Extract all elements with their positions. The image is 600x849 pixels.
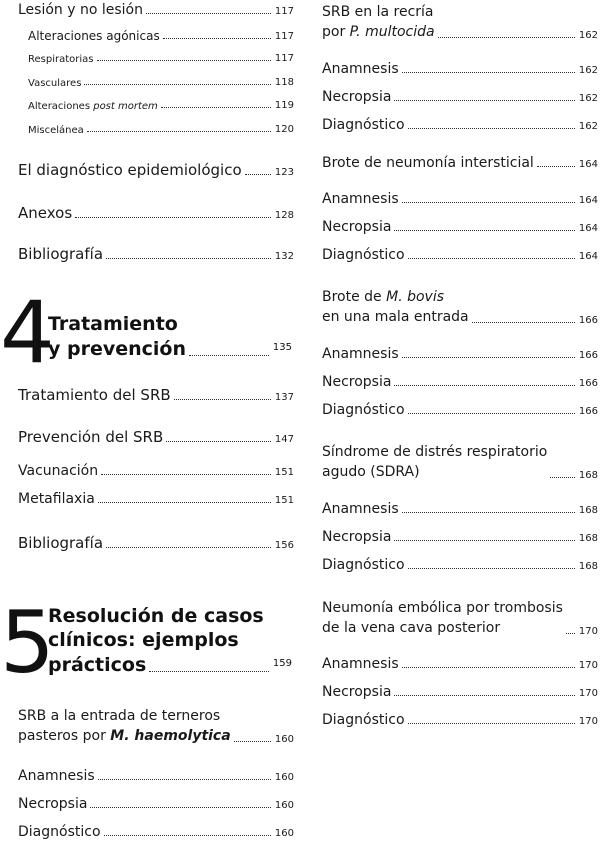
toc-entry-anexos: Anexos 128 bbox=[18, 204, 294, 222]
toc-entry-case-2-diagnostico: Diagnóstico 162 bbox=[322, 117, 598, 133]
toc-entry-case-2-anamnesis: Anamnesis 162 bbox=[322, 61, 598, 77]
toc-entry-post-mortem: Alteraciones post mortem 119 bbox=[28, 100, 294, 112]
toc-entry-case-5-anamnesis: Anamnesis 168 bbox=[322, 501, 598, 517]
toc-entry-vacunacion: Vacunación 151 bbox=[18, 463, 294, 479]
toc-entry-case-4-anamnesis: Anamnesis 166 bbox=[322, 346, 598, 362]
toc-entry-vasculares: Vasculares 118 bbox=[28, 77, 294, 89]
toc-entry-respiratorias: Respiratorias 117 bbox=[28, 53, 294, 65]
toc-entry-case-6: Neumonía embólica por trombosis de la vena cava posterior 170 bbox=[322, 600, 598, 637]
toc-entry-lesion: Lesión y no lesión 117 bbox=[18, 2, 294, 18]
toc-entry-case-5: Síndrome de distrés respiratorio agudo (SDRA) 168 bbox=[322, 444, 598, 481]
chapter-number: 5 bbox=[0, 593, 55, 693]
toc-entry-bibliografia-2: Bibliografía 156 bbox=[18, 534, 294, 552]
toc-entry-tratamiento: Tratamiento del SRB 137 bbox=[18, 386, 294, 404]
chapter-5-heading bbox=[0, 593, 294, 696]
toc-entry-case-5-necropsia: Necropsia 168 bbox=[322, 529, 598, 545]
toc-entry-case-1-anamnesis: Anamnesis 160 bbox=[18, 768, 294, 784]
chapter-number: 4 bbox=[0, 283, 55, 383]
chapter-title: Tratamiento y prevención 135 bbox=[48, 313, 292, 360]
toc-entry-case-3-anamnesis: Anamnesis 164 bbox=[322, 191, 598, 207]
toc-entry-epidemiologico: El diagnóstico epidemiológico 123 bbox=[18, 161, 294, 179]
toc-entry-case-6-diagnostico: Diagnóstico 170 bbox=[322, 712, 598, 728]
toc-entry-case-4: Brote de M. bovis en una mala entrada 166 bbox=[322, 289, 598, 326]
toc-entry-case-5-diagnostico: Diagnóstico 168 bbox=[322, 557, 598, 573]
toc-entry-case-2-necropsia: Necropsia 162 bbox=[322, 89, 598, 105]
toc-entry-case-3-necropsia: Necropsia 164 bbox=[322, 219, 598, 235]
toc-entry-case-1-necropsia: Necropsia 160 bbox=[18, 796, 294, 812]
toc-entry-case-3-diagnostico: Diagnóstico 164 bbox=[322, 247, 598, 263]
toc-entry-miscelanea: Miscelánea 120 bbox=[28, 124, 294, 136]
toc-entry-case-4-necropsia: Necropsia 166 bbox=[322, 374, 598, 390]
toc-entry-prevencion: Prevención del SRB 147 bbox=[18, 428, 294, 446]
toc-entry-case-3: Brote de neumonía intersticial 164 bbox=[322, 155, 598, 171]
toc-entry-case-4-diagnostico: Diagnóstico 166 bbox=[322, 402, 598, 418]
toc-entry-metafilaxia: Metafilaxia 151 bbox=[18, 491, 294, 507]
toc-entry-case-2: SRB en la recría por P. multocida 162 bbox=[322, 4, 598, 41]
toc-entry-agonicas: Alteraciones agónicas 117 bbox=[28, 29, 294, 43]
chapter-title: Resolución de casos clínicos: ejemplos prácticos 159 bbox=[48, 605, 292, 676]
toc-entry-case-6-anamnesis: Anamnesis 170 bbox=[322, 656, 598, 672]
toc-entry-bibliografia-1: Bibliografía 132 bbox=[18, 245, 294, 263]
toc-entry-case-1-diagnostico: Diagnóstico 160 bbox=[18, 824, 294, 840]
toc-entry-case-1: SRB a la entrada de terneros pasteros por M. haemolytica 160 bbox=[18, 708, 294, 745]
toc-entry-case-6-necropsia: Necropsia 170 bbox=[322, 684, 598, 700]
chapter-4-heading bbox=[0, 283, 294, 383]
